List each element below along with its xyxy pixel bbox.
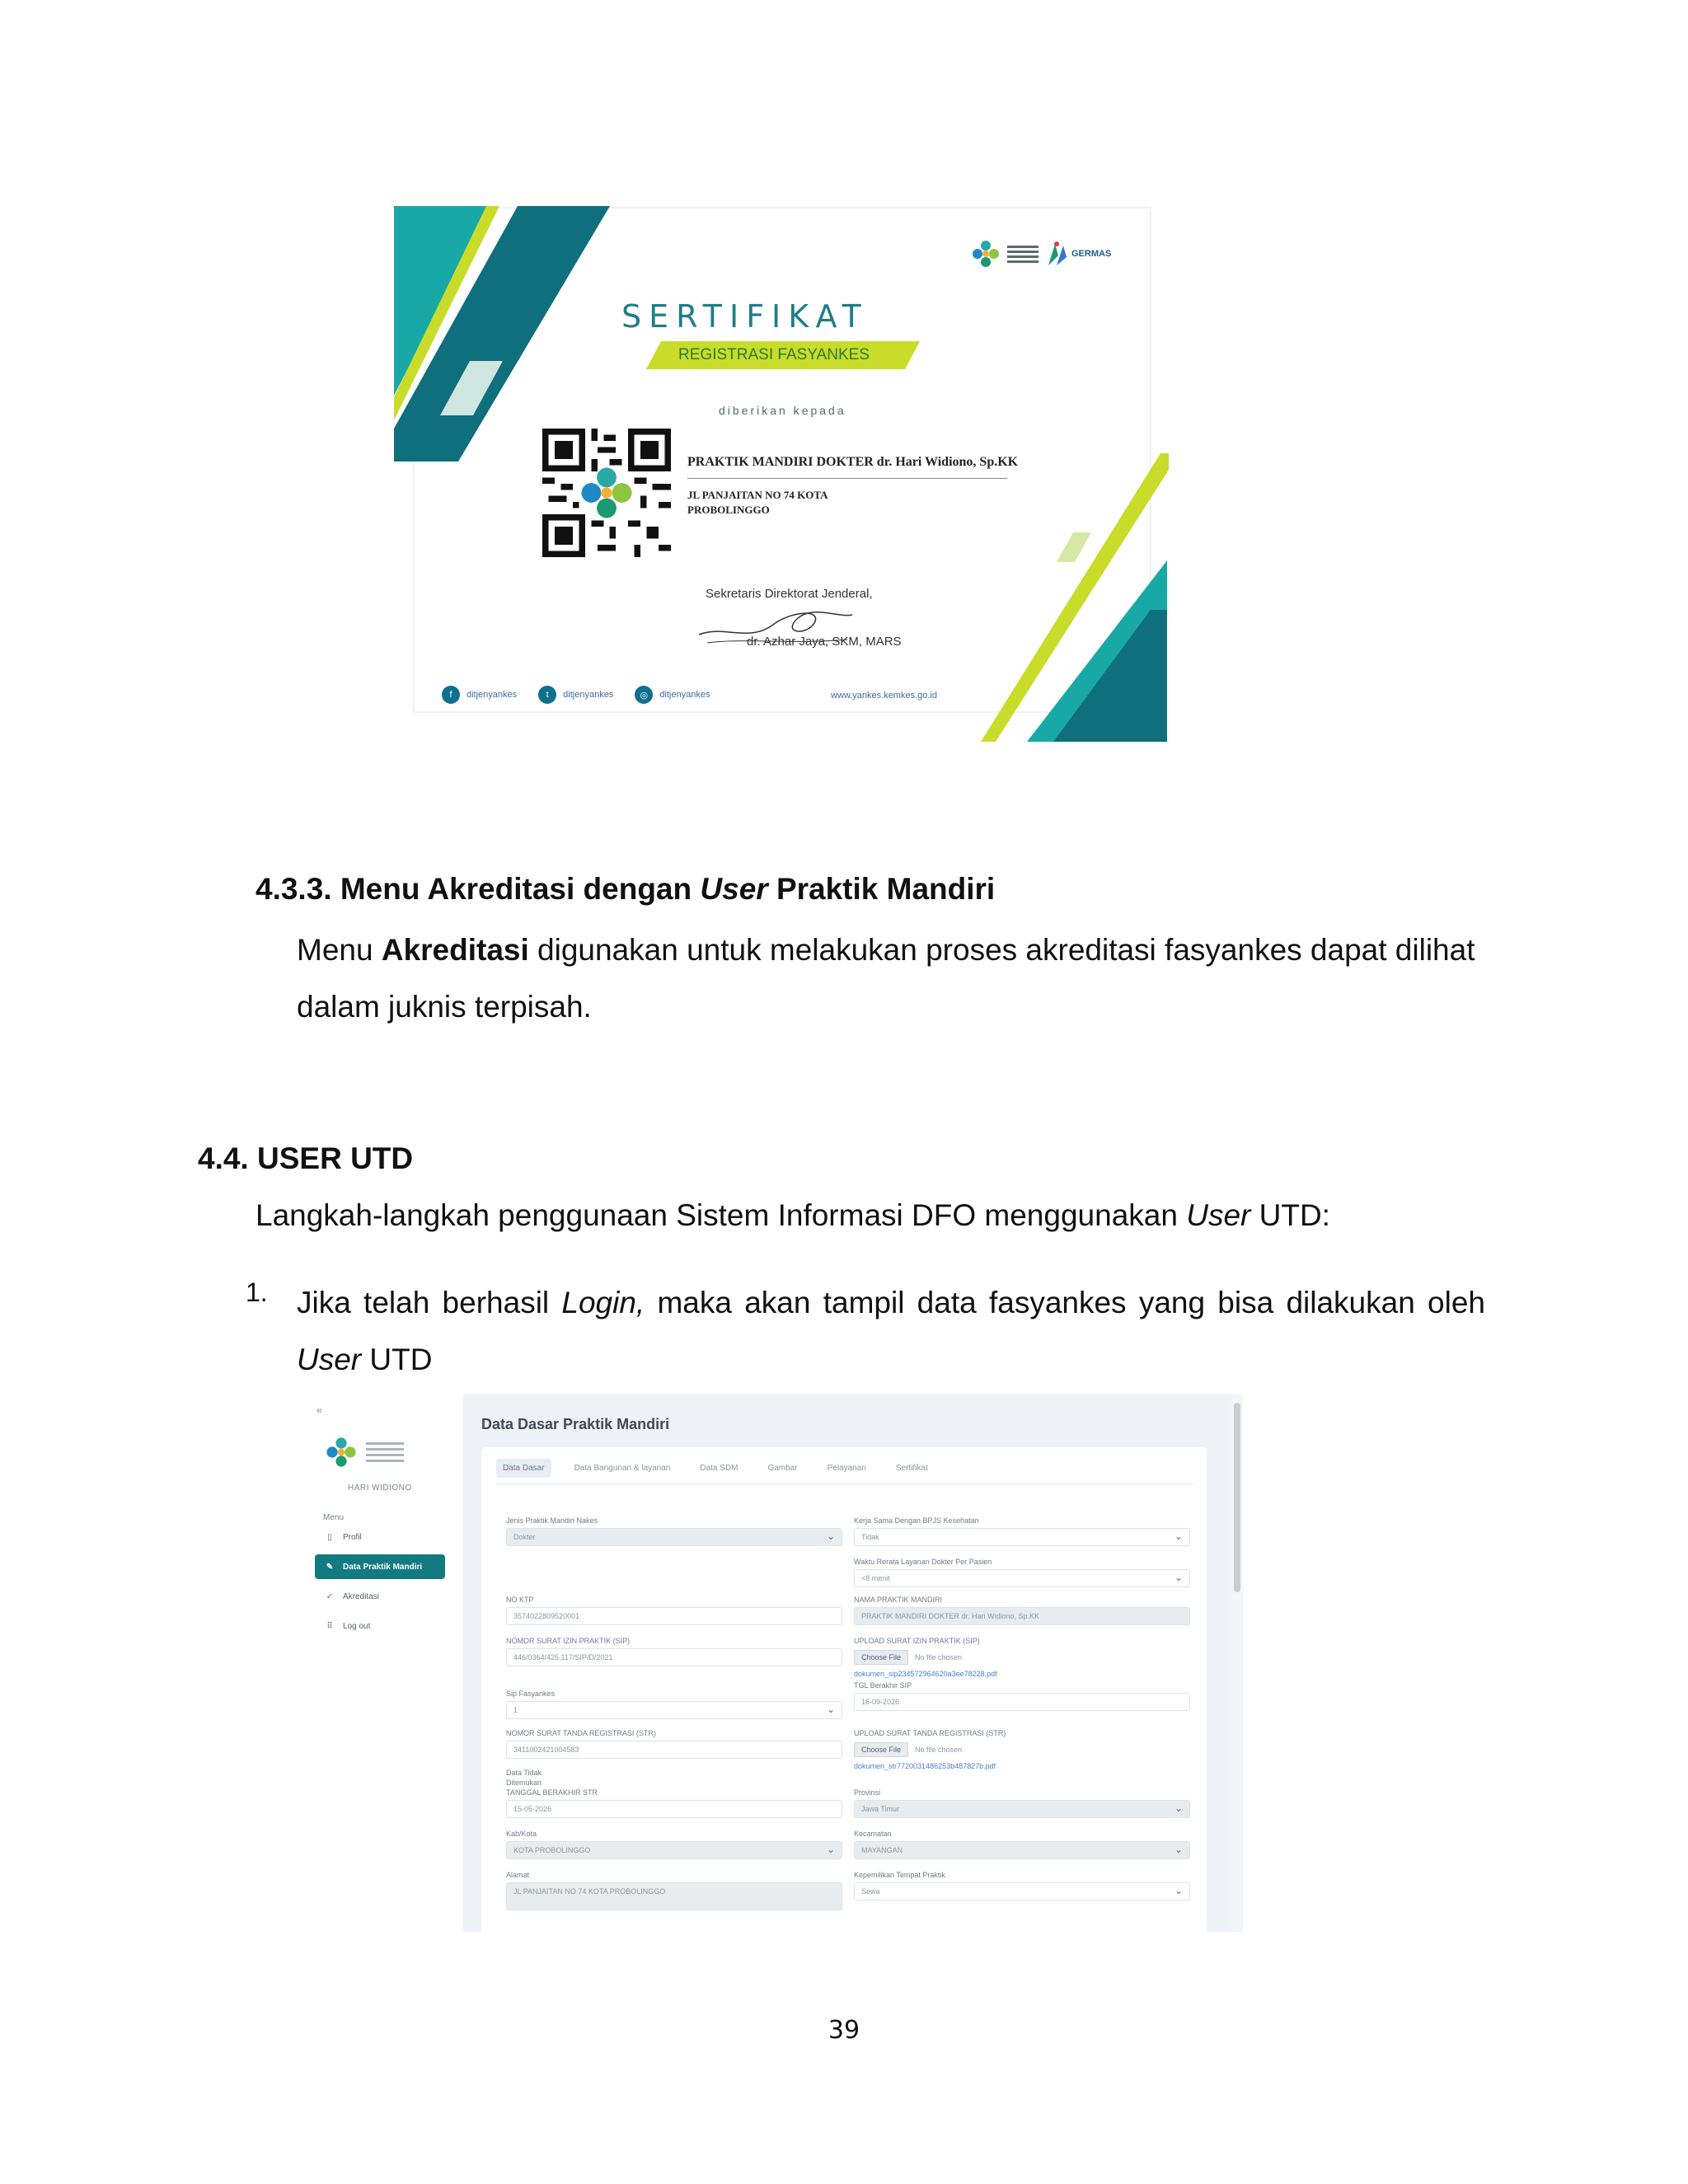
list-item-text: Jika telah berhasil Login, maka akan tampil data fasyankes yang bisa dilakukan oleh User UTD (297, 1286, 1485, 1376)
facebook-icon: f (442, 686, 460, 704)
ktp-label: NO KTP (506, 1596, 534, 1604)
no-file-text: No file chosen (915, 1653, 963, 1661)
prov-label: Provinsi (854, 1788, 881, 1797)
kemenkes-logo-icon (969, 237, 1002, 270)
str-document-link[interactable]: dokumen_str7720031486253b487827b.pdf (854, 1762, 996, 1770)
sidebar-item-profil[interactable]: ▯ Profil (315, 1525, 445, 1549)
user-icon: ▯ (327, 1532, 332, 1542)
upload-str-control[interactable] (854, 1741, 962, 1759)
social-facebook: f ditjenyankes (442, 686, 517, 704)
str-date-input[interactable]: 15-05-2026 (506, 1800, 842, 1818)
section-intro: Langkah-langkah penggunaan Sistem Informasi DFO menggunakan User UTD: (256, 1198, 1330, 1232)
certificate-recipient: PRAKTIK MANDIRI DOKTER dr. Hari Widiono, Sp.KK (687, 455, 1019, 469)
tab-sertifikat[interactable]: Sertifikat (895, 1464, 928, 1473)
sip-ke-select[interactable]: 1 ⌄ (506, 1701, 842, 1719)
kemenkes-logo-icon (323, 1434, 359, 1470)
logout-icon: ⠿ (326, 1621, 333, 1631)
alamat-label: Alamat (506, 1871, 530, 1879)
str-input[interactable]: 3411002421004583 (506, 1741, 842, 1759)
page-number: 39 (828, 2016, 860, 2045)
germas-logo-icon (1045, 241, 1068, 267)
certificate-address: JL PANJAITAN NO 74 KOTA PROBOLINGGO (687, 489, 828, 516)
certificate-social-links (442, 686, 710, 704)
upload-str-label: UPLOAD SURAT TANDA REGISTRASI (STR) (854, 1729, 1006, 1737)
certificate-decoration (394, 206, 1169, 742)
kepemilikan-label: Kepemilikan Tempat Praktik (854, 1871, 945, 1879)
waktu-label: Waktu Rerata Layanan Dokter Per Pasien (854, 1558, 992, 1566)
certificate-given-to: diberikan kepada (719, 404, 846, 417)
instagram-icon: ◎ (635, 686, 653, 704)
kemenkes-logo (969, 237, 1039, 270)
certificate-website: www.yankes.kemkes.go.id (831, 691, 937, 701)
sidebar-user-name: HARI WIDIONO (348, 1483, 412, 1493)
upload-sip-control[interactable] (854, 1648, 962, 1666)
str-note-2: Ditemukan (506, 1779, 542, 1787)
scrollbar-thumb[interactable] (1234, 1403, 1240, 1592)
twitter-icon: t (538, 686, 556, 704)
nama-input[interactable]: PRAKTIK MANDIRI DOKTER dr. Hari Widiono, Sp.KK (854, 1607, 1190, 1625)
social-twitter: t ditjenyankes (538, 686, 613, 704)
sidebar-toggle[interactable]: « (316, 1404, 322, 1416)
tab-bar (496, 1459, 935, 1478)
tab-divider (496, 1483, 1193, 1484)
tab-data-sdm[interactable]: Data SDM (700, 1464, 738, 1473)
jenis-select[interactable]: Dokter ⌄ (506, 1528, 842, 1546)
certificate-signer-name: dr. Azhar Jaya, SKM, MARS (747, 635, 902, 649)
sidebar-item-akreditasi[interactable]: ✓ Akreditasi (326, 1591, 379, 1601)
certificate-signer-title: Sekretaris Direktorat Jenderal, (706, 587, 873, 601)
tab-gambar[interactable]: Gambar (767, 1464, 798, 1473)
sidebar-logo (323, 1434, 404, 1470)
sip-document-link[interactable]: dokumen_sip234572964620a3ee78228.pdf (854, 1670, 997, 1678)
kec-label: Kecamatan (854, 1830, 892, 1838)
choose-file-button[interactable]: Choose File (854, 1650, 908, 1665)
scrollbar[interactable] (1231, 1394, 1243, 1932)
main-content (463, 1394, 1231, 1932)
sidebar-item-logout[interactable]: ⠿ Log out (315, 1614, 445, 1638)
list-item-number: 1. (246, 1277, 268, 1307)
tab-pelayanan[interactable]: Pelayanan (827, 1464, 866, 1473)
no-file-text: No file chosen (915, 1746, 963, 1754)
certificate-ribbon-text: REGISTRASI FASYANKES (678, 346, 870, 363)
check-icon: ✓ (326, 1591, 334, 1601)
edit-icon: ✎ (326, 1562, 334, 1572)
germas-logo (1045, 241, 1111, 267)
sip-label: NOMOR SURAT IZIN PRAKTIK (SIP) (506, 1637, 631, 1645)
sip-input[interactable]: 446/0364/425.117/SIP/D/2021 (506, 1648, 842, 1666)
tgl-sip-label: TGL Berakhir SIP (854, 1681, 912, 1690)
alamat-input[interactable]: JL PANJAITAN NO 74 KOTA PROBOLINGGO (506, 1882, 842, 1910)
certificate-logos (969, 236, 1156, 272)
ktp-input[interactable]: 3574022809520001 (506, 1607, 842, 1625)
tab-data-dasar[interactable]: Data Dasar (496, 1459, 551, 1478)
jenis-label: Jenis Praktik Mandiri Nakes (506, 1516, 598, 1525)
kec-select[interactable]: MAYANGAN ⌄ (854, 1841, 1190, 1859)
str-date-label: TANGGAL BERAKHIR STR (506, 1788, 598, 1797)
tgl-sip-input[interactable]: 16-09-2026 (854, 1693, 1190, 1711)
sidebar (305, 1394, 463, 1932)
kepemilikan-select[interactable]: Sewa ⌄ (854, 1882, 1190, 1900)
section-heading-4-4: 4.4. USER UTD (198, 1141, 414, 1175)
sidebar-item-data-praktik-mandiri[interactable]: ✎ Data Praktik Mandiri (315, 1554, 445, 1579)
social-instagram: ◎ ditjenyankes (635, 686, 710, 704)
form-card (481, 1447, 1207, 1932)
sip-ke-label: Sip Fasyankes (506, 1690, 556, 1698)
app-screenshot (305, 1394, 1243, 1932)
nama-label: NAMA PRAKTIK MANDIRI (854, 1596, 943, 1604)
tab-data-bangunan[interactable]: Data Bangunan & layanan (574, 1464, 671, 1473)
str-note-1: Data Tidak (506, 1769, 542, 1777)
germas-label: GERMAS (1071, 249, 1112, 259)
waktu-select[interactable]: <8 menit ⌄ (854, 1569, 1190, 1587)
prov-select[interactable]: Jawa Timur ⌄ (854, 1800, 1190, 1818)
certificate-image (394, 206, 1169, 742)
section-heading-4-3-3: 4.3.3. Menu Akreditasi dengan User Praktik Mandiri (256, 872, 996, 906)
bpjs-select[interactable]: Tidak ⌄ (854, 1528, 1190, 1546)
sidebar-menu-label: Menu (323, 1513, 345, 1522)
certificate-divider (687, 478, 1007, 479)
kab-label: Kab/Kota (506, 1830, 537, 1838)
page-title: Data Dasar Praktik Mandiri (481, 1416, 670, 1432)
section-paragraph-akreditasi: Menu Akreditasi digunakan untuk melakukan proses akreditasi fasyankes dapat dilihat dalam juknis terpisah. (297, 933, 1475, 1024)
kab-select[interactable]: KOTA PROBOLINGGO ⌄ (506, 1841, 842, 1859)
str-label: NOMOR SURAT TANDA REGISTRASI (STR) (506, 1729, 656, 1737)
qr-code (542, 429, 671, 557)
certificate-title: SERTIFIKAT (621, 298, 869, 335)
bpjs-label: Kerja Sama Dengan BPJS Kesehatan (854, 1516, 979, 1525)
upload-sip-label: UPLOAD SURAT IZIN PRAKTIK (SIP) (854, 1637, 980, 1645)
choose-file-button[interactable]: Choose File (854, 1742, 908, 1757)
